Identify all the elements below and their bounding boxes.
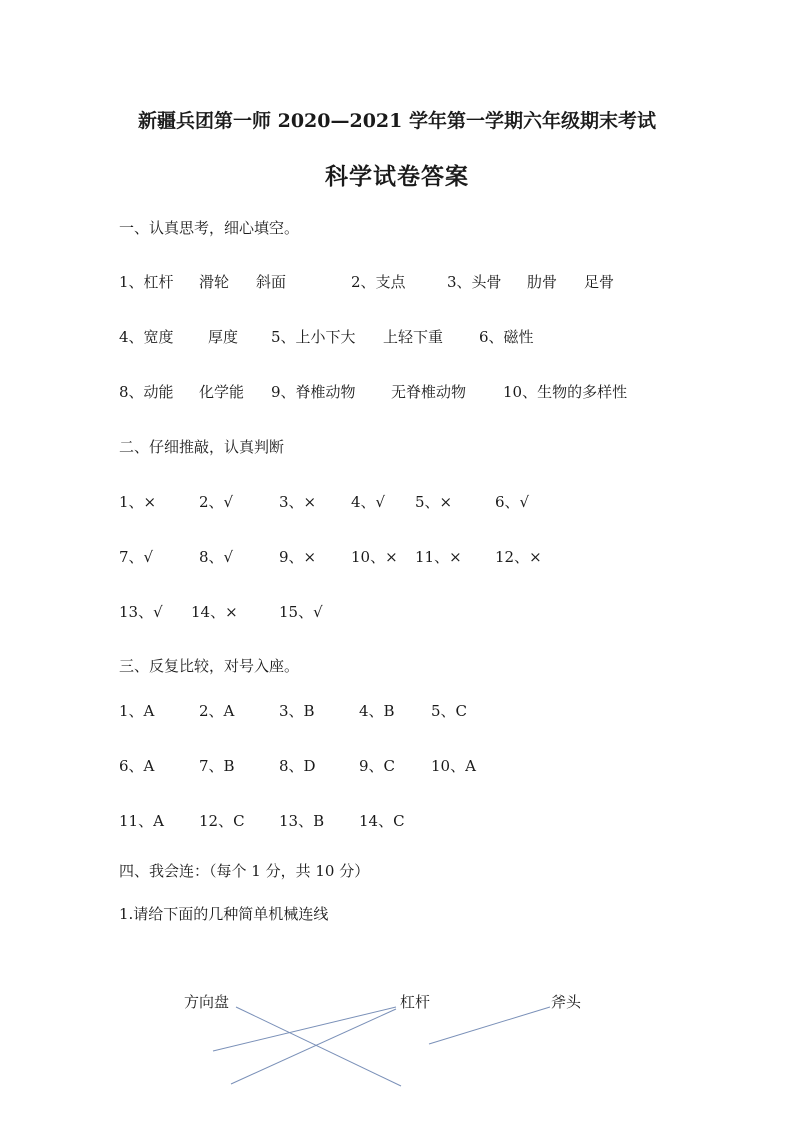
answer-item: 7、√ <box>119 548 154 566</box>
answer-item: 斜面 <box>256 273 287 291</box>
answer-item: 14、C <box>359 812 405 830</box>
answer-item: 10、× <box>351 548 398 566</box>
section-2-heading: 二、仔细推敲，认真判断 <box>119 438 285 456</box>
answer-title: 科学试卷答案 <box>325 163 469 190</box>
answer-item: 8、D <box>279 757 316 775</box>
answer-item: 4、宽度 <box>119 328 174 346</box>
answer-item: 3、B <box>279 702 315 720</box>
matching-line-2 <box>213 1007 396 1051</box>
answer-item: 10、A <box>431 757 476 775</box>
answer-item: 上轻下重 <box>383 328 444 346</box>
answer-item: 无脊椎动物 <box>391 383 467 401</box>
answer-item: 12、× <box>495 548 542 566</box>
section-1-heading: 一、认真思考，细心填空。 <box>119 219 300 237</box>
exam-title: 新疆兵团第一师 2020—2021 学年第一学期六年级期末考试 <box>138 110 656 132</box>
answer-item: 7、B <box>199 757 235 775</box>
answer-item: 6、磁性 <box>479 328 534 346</box>
answer-item: 9、C <box>359 757 396 775</box>
answer-item: 化学能 <box>199 383 245 401</box>
label-lever: 杠杆 <box>400 993 431 1011</box>
answer-item: 6、√ <box>495 493 530 511</box>
answer-item: 1、杠杆 <box>119 273 174 291</box>
answer-item: 8、√ <box>199 548 234 566</box>
answer-item: 3、头骨 <box>447 273 502 291</box>
label-axe: 斧头 <box>551 993 582 1011</box>
answer-item: 肋骨 <box>527 273 558 291</box>
answer-item: 12、C <box>199 812 245 830</box>
answer-item: 厚度 <box>208 328 239 346</box>
answer-item: 足骨 <box>584 273 615 291</box>
answer-item: 8、动能 <box>119 383 174 401</box>
answer-item: 2、A <box>199 702 235 720</box>
answer-item: 1、A <box>119 702 155 720</box>
answer-item: 10、生物的多样性 <box>503 383 628 401</box>
matching-line-4 <box>429 1007 550 1044</box>
answer-item: 2、支点 <box>351 273 406 291</box>
answer-item: 4、B <box>359 702 395 720</box>
answer-item: 11、× <box>415 548 462 566</box>
answer-item: 1、× <box>119 493 157 511</box>
matching-question: 1.请给下面的几种简单机械连线 <box>119 905 329 923</box>
answer-item: 5、C <box>431 702 468 720</box>
answer-item: 3、× <box>279 493 317 511</box>
answer-item: 9、脊椎动物 <box>271 383 356 401</box>
matching-line-1 <box>236 1007 401 1086</box>
answer-item: 13、√ <box>119 603 163 621</box>
answer-item: 9、× <box>279 548 317 566</box>
label-steering-wheel: 方向盘 <box>184 993 230 1011</box>
answer-item: 4、√ <box>351 493 386 511</box>
answer-item: 6、A <box>119 757 155 775</box>
answer-item: 14、× <box>191 603 238 621</box>
answer-item: 13、B <box>279 812 325 830</box>
answer-item: 15、√ <box>279 603 323 621</box>
answer-item: 5、上小下大 <box>271 328 356 346</box>
answer-item: 2、√ <box>199 493 234 511</box>
matching-line-3 <box>231 1009 396 1084</box>
answer-item: 滑轮 <box>199 273 230 291</box>
answer-item: 11、A <box>119 812 164 830</box>
section-4-heading: 四、我会连：（每个 1 分，共 10 分） <box>119 862 370 880</box>
answer-item: 5、× <box>415 493 453 511</box>
section-3-heading: 三、反复比较，对号入座。 <box>119 657 300 675</box>
